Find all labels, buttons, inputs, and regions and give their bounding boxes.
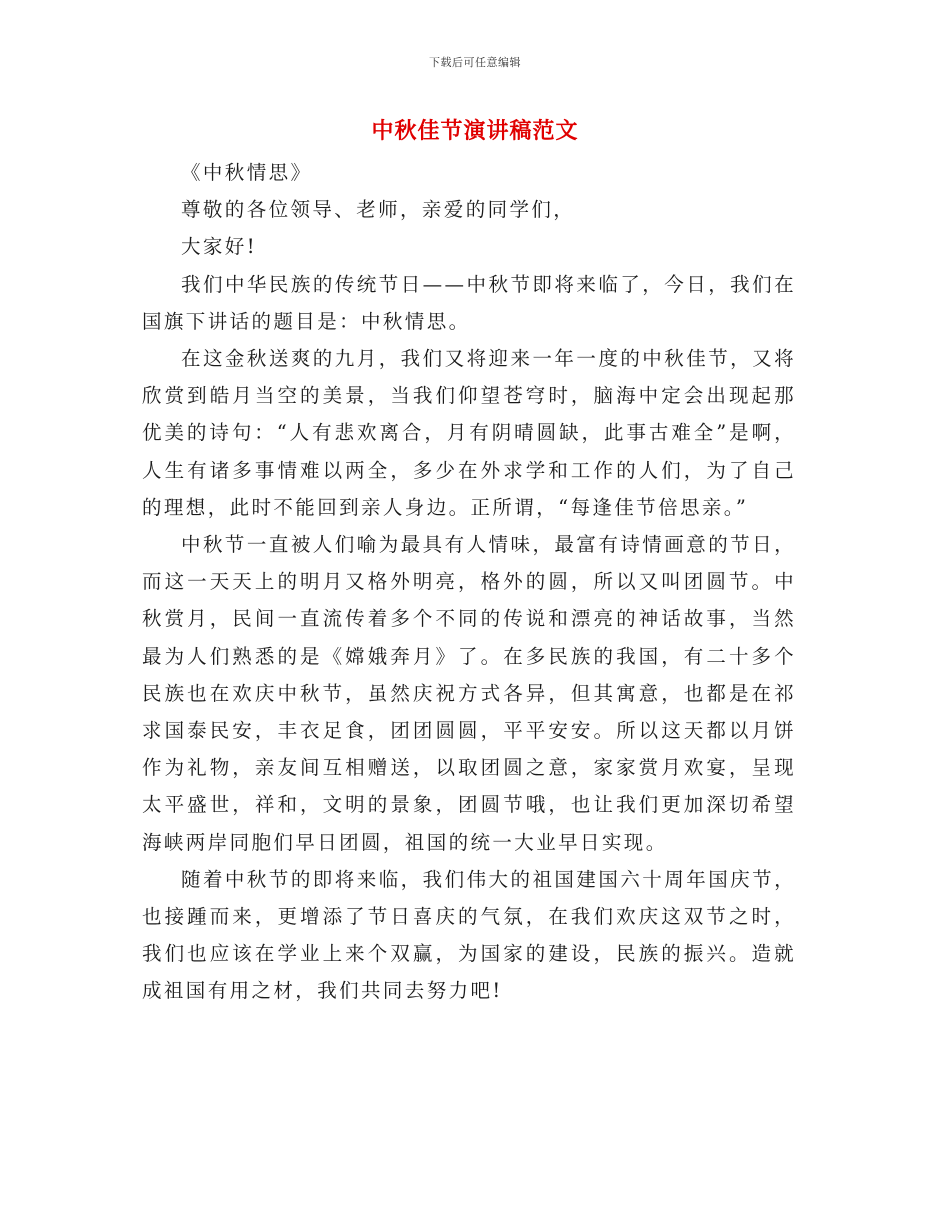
document-title: 中秋佳节演讲稿范文 [371, 118, 579, 144]
paragraph-salutation: 尊敬的各位领导、老师，亲爱的同学们， [181, 198, 576, 222]
paragraph-festival: 中秋节一直被人们喻为最具有人情味，最富有诗情画意的节日，而这一天天上的明月又格外明亮，格外的圆，所以又叫团圆节。中秋赏月，民间一直流传着多个不同的传说和漂亮的神话故事，当然最为人们熟悉的是《嫦娥奔月》了。在多民族的我国，有二十多个民族也在欢庆中秋节，虽然庆祝方式各异，但其寓意，也都是在祁求国泰民安，丰衣足食，团团圆圆，平平安安。所以这天都以月饼作为礼物，亲友间互相赠送，以取团圆之意，家家赏月欢宴，呈现太平盛世，祥和，文明的景象，团圆节哦，也让我们更加深切希望海峡两岸同胞们早日团圆，祖国的统一大业早日实现。 [142, 533, 796, 854]
paragraph-autumn: 在这金秋送爽的九月，我们又将迎来一年一度的中秋佳节，又将欣赏到皓月当空的美景，当我们仰望苍穹时，脑海中定会出现起那优美的诗句：“人有悲欢离合，月有阴晴圆缺，此事古难全”是啊，人生有诸多事情难以两全，多少在外求学和工作的人们，为了自己的理想，此时不能回到亲人身边。正所谓，“每逢佳节倍思亲。” [142, 347, 796, 519]
paragraph-speech-title: 《中秋情思》 [181, 161, 313, 184]
document-body [142, 154, 796, 1010]
header-note: 下载后可任意编辑 [429, 56, 521, 69]
paragraph-closing: 随着中秋节的即将来临，我们伟大的祖国建国六十周年国庆节，也接踵而来，更增添了节日喜庆的气氛，在我们欢庆这双节之时，我们也应该在学业上来个双赢，为国家的建设，民族的振兴。造就成祖国有用之材，我们共同去努力吧! [142, 867, 796, 1003]
paragraph-greeting: 大家好! [181, 235, 257, 259]
paragraph-intro: 我们中华民族的传统节日——中秋节即将来临了，今日，我们在国旗下讲话的题目是：中秋情思。 [142, 272, 796, 333]
